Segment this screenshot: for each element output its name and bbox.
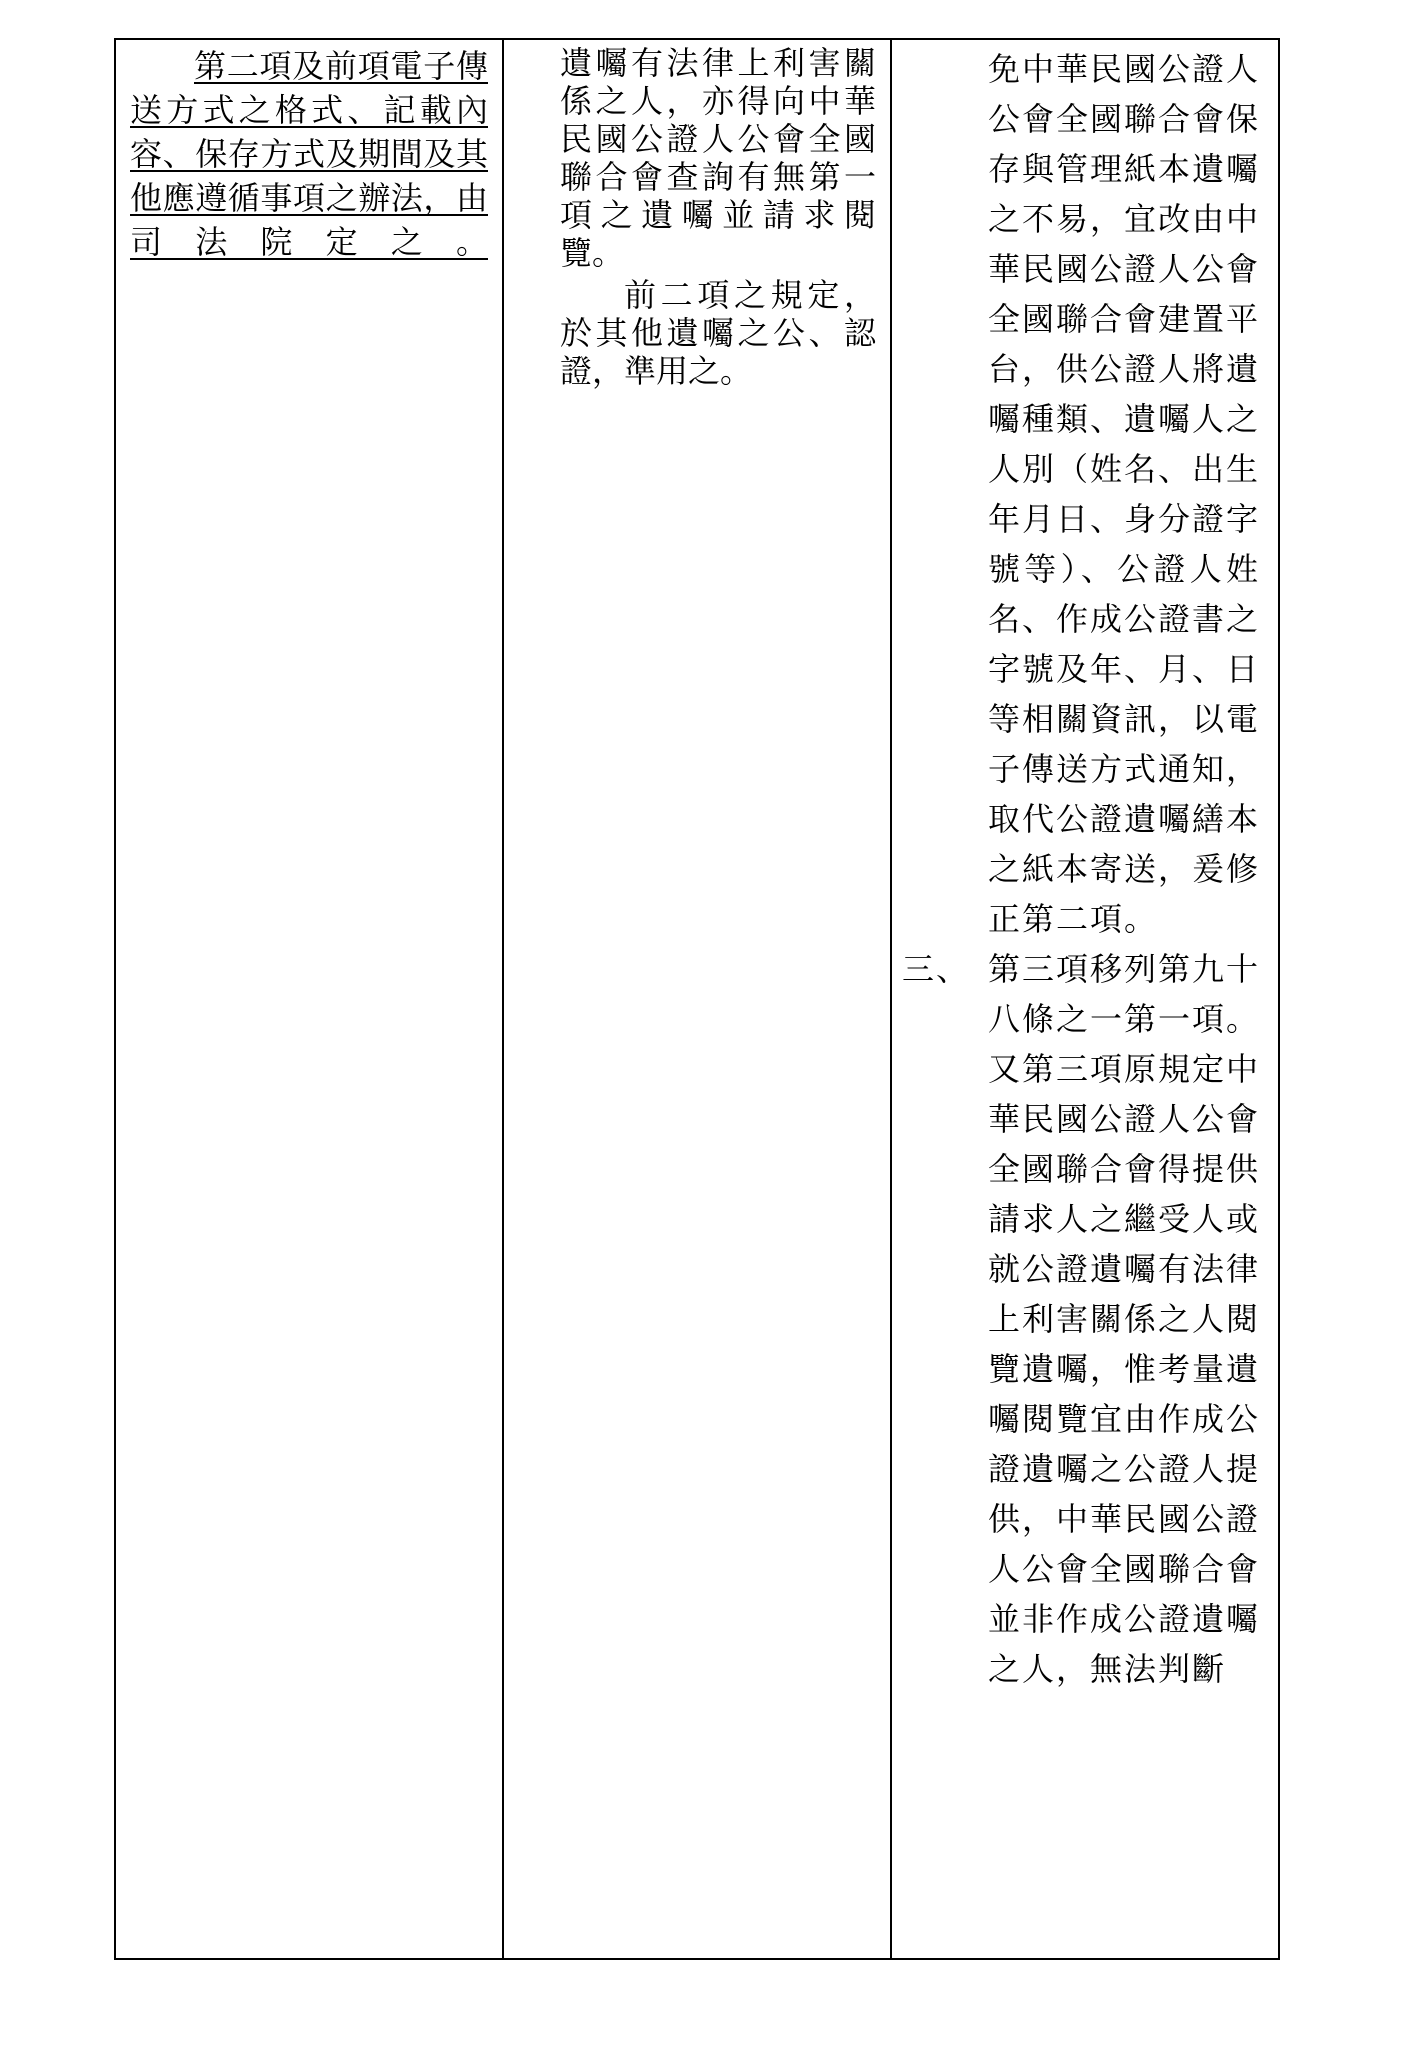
current-paragraph-2: 前二項之規定，於其他遺囑之公、認證，準用之。 bbox=[560, 276, 876, 390]
item-3-text: 第三項移列第九十八條之一第一項。又第三項原規定中華民國公證人公會全國聯合會得提供請求人之繼受人或就公證遺囑有法律上利害關係之人閱覽遺囑，惟考量遺囑閱覽宜由作成公證遺囑之公證人提供，中華民國公證人公會全國聯合會並非作成公證遺囑之人，無法判斷 bbox=[988, 950, 1261, 1688]
explanation-item-3 bbox=[902, 944, 1261, 1694]
explanation-continued-text: 免中華民國公證人公會全國聯合會保存與管理紙本遺囑之不易，宜改由中華民國公證人公會全國聯合會建置平台，供公證人將遺囑種類、遺囑人之人別（姓名、出生年月日、身分證字號等）、公證人姓名、作成公證書之字號及年、月、日等相關資訊，以電子傳送方式通知，取代公證遺囑繕本之紙本寄送，爰修正第二項。 bbox=[988, 50, 1261, 938]
amended-paragraph: 第二項及前項電子傳送方式之格式、記載內容、保存方式及期間及其他應遵循事項之辦法，由司法院定之。 bbox=[130, 47, 488, 261]
current-text-column bbox=[504, 38, 890, 390]
explanation-column bbox=[892, 38, 1278, 1694]
item-3-marker: 三、 bbox=[902, 950, 971, 988]
amended-text-column bbox=[116, 38, 502, 264]
current-paragraph-1: 遺囑有法律上利害關係之人，亦得向中華民國公證人公會全國聯合會查詢有無第一項之遺囑並請求閱覽。 bbox=[560, 44, 876, 272]
